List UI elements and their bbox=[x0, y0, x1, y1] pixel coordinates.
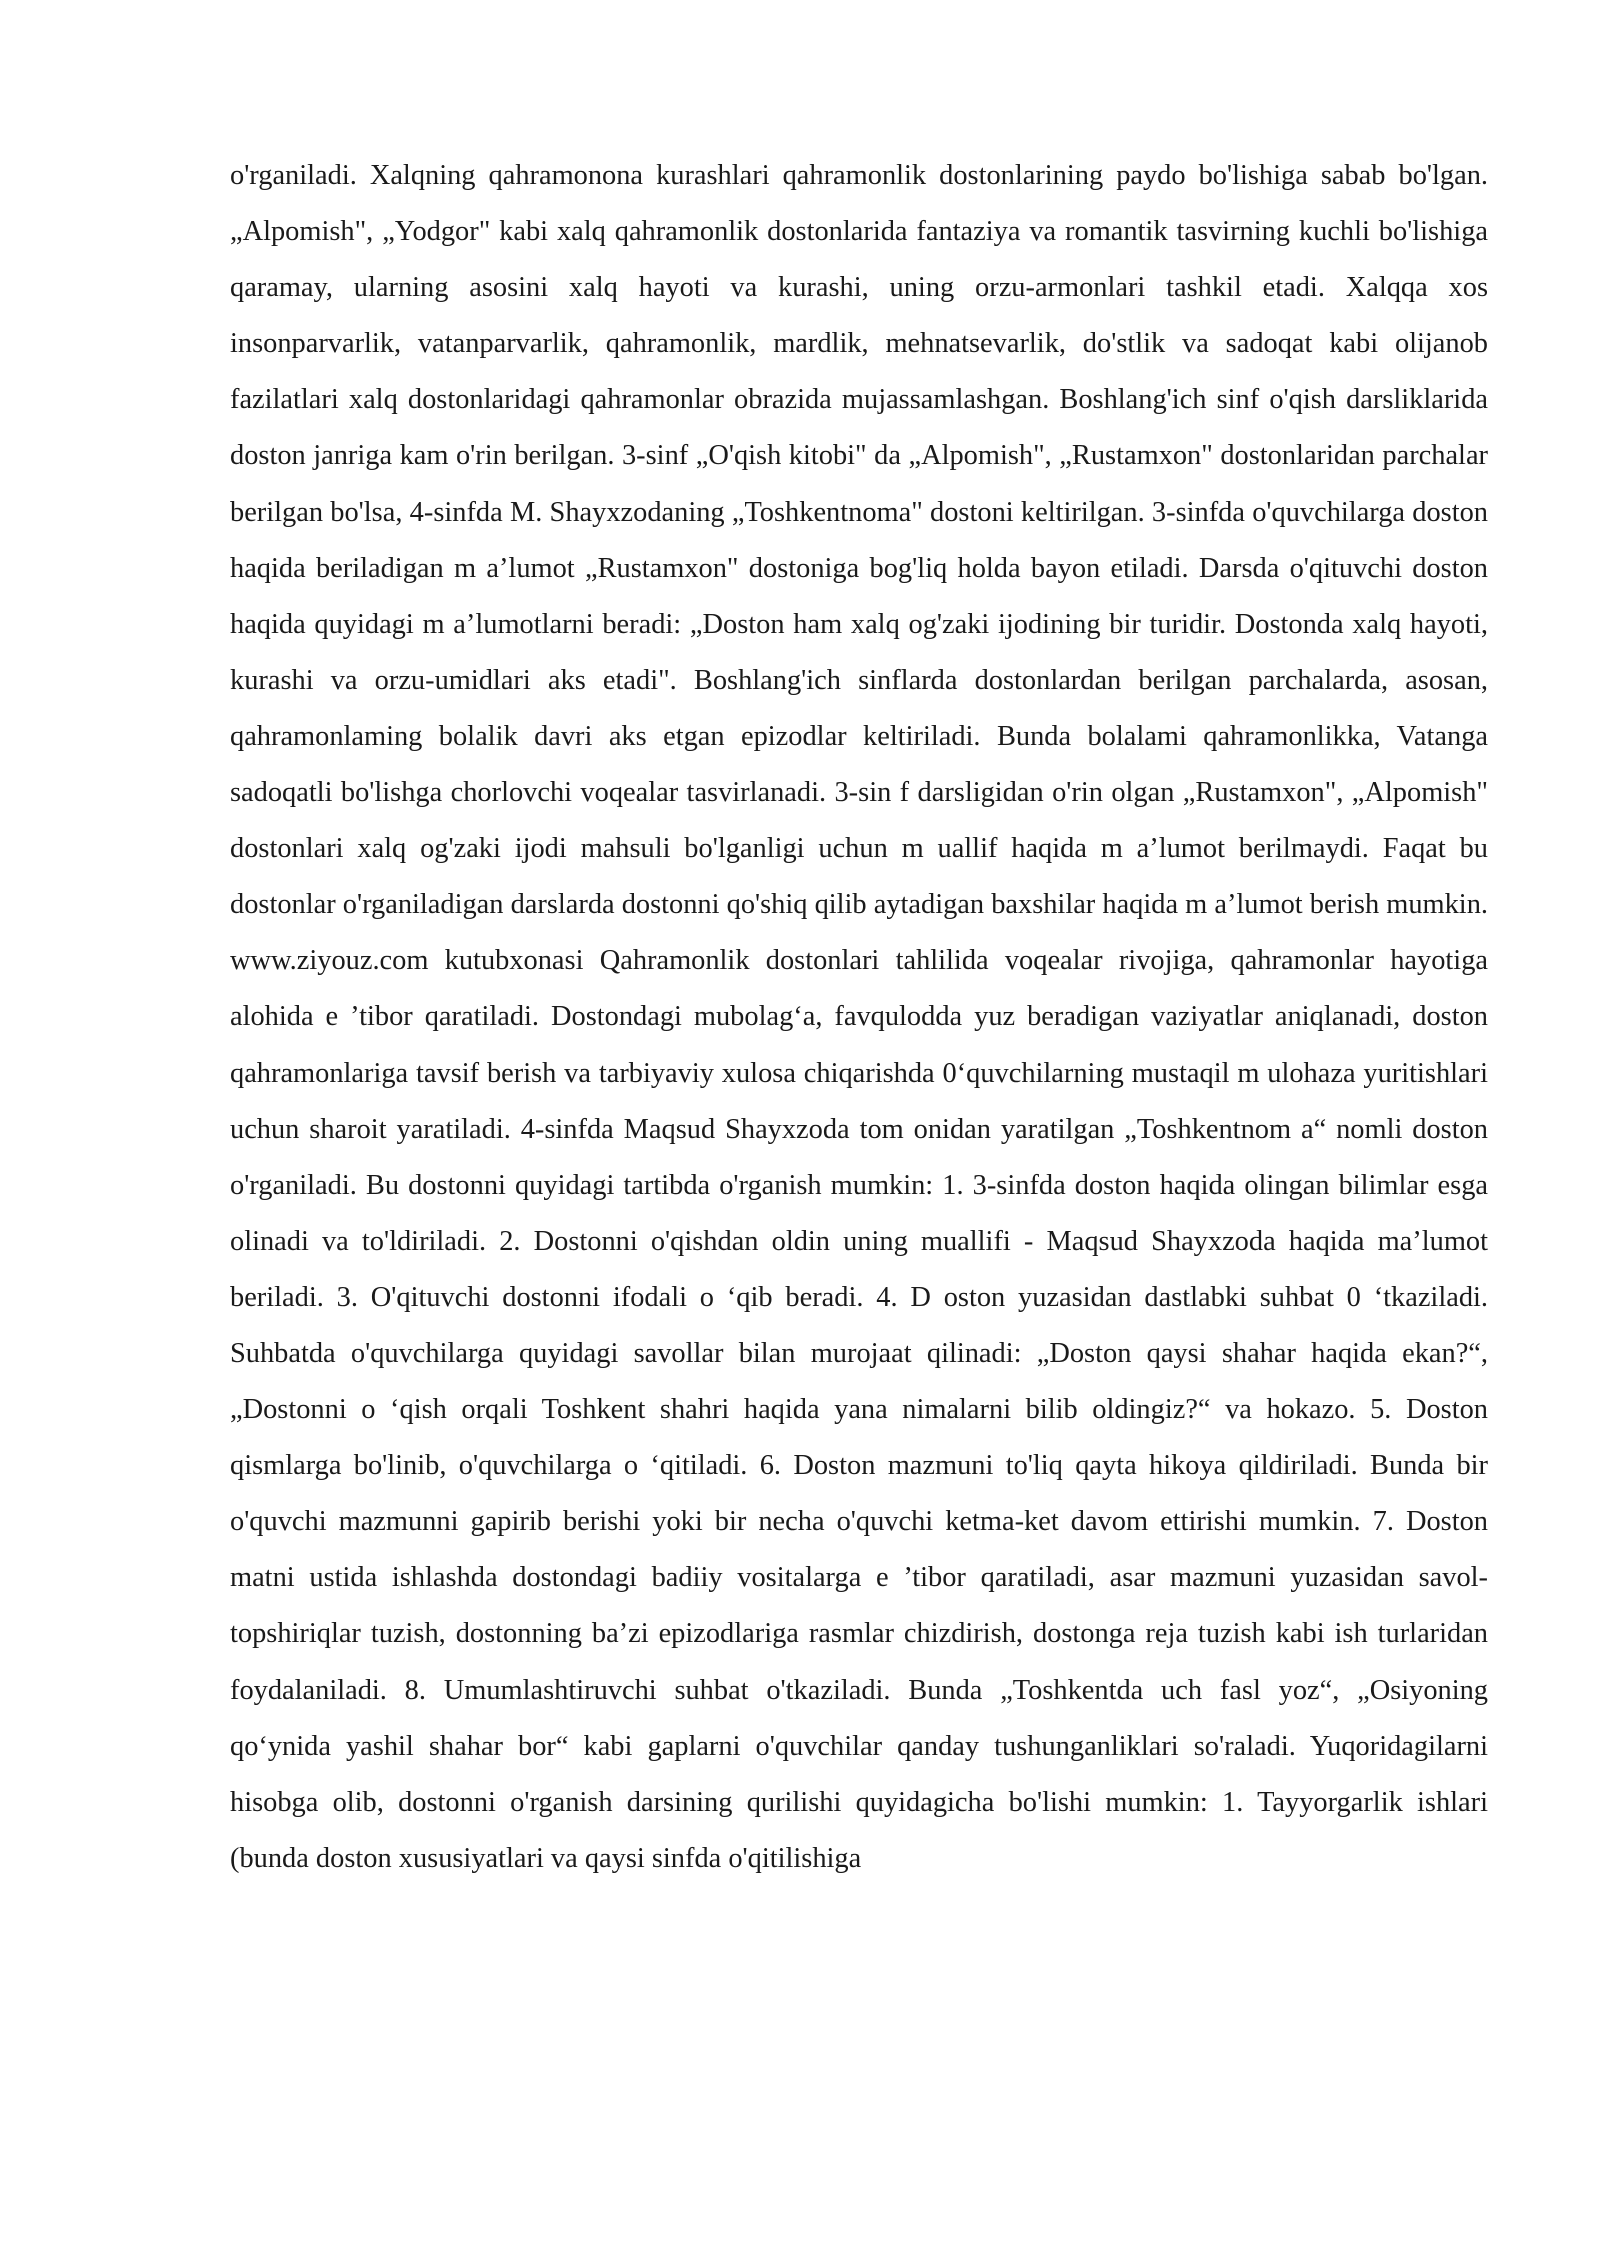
document-page bbox=[230, 148, 1488, 1887]
body-paragraph: o'rganiladi. Xalqning qahramonona kurashlari qahramonlik dostonlarining paydo bo'lishiga sabab bo'lgan. „Alpomish", „Yodgor" kabi xalq qahramonlik dostonlarida fantaziya va romantik tasvirning kuchli bo'lishiga qaramay, ularning asosini xalq hayoti va kurashi, uning orzu-armonlari tashkil etadi. Xalqqa xos insonparvarlik, vatanparvarlik, qahramonlik, mardlik, mehnatsevarlik, do'stlik va sadoqat kabi olijanob fazilatlari xalq dostonlaridagi qahramonlar obrazida mujassamlashgan. Boshlang'ich sinf o'qish darsliklarida doston janriga kam o'rin berilgan. 3-sinf „O'qish kitobi" da „Alpomish", „Rustamxon" dostonlaridan parchalar berilgan bo'lsa, 4-sinfda M. Shayxzodaning „Toshkentnoma" dostoni keltirilgan. 3-sinfda o'quvchilarga doston haqida beriladigan m a’lumot „Rustamxon" dostoniga bog'liq holda bayon etiladi. Darsda o'qituvchi doston haqida quyidagi m a’lumotlarni beradi: „Doston ham xalq og'zaki ijodining bir turidir. Dostonda xalq hayoti, kurashi va orzu-umidlari aks etadi". Boshlang'ich sinflarda dostonlardan berilgan parchalarda, asosan, qahramonlaming bolalik davri aks etgan epizodlar keltiriladi. Bunda bolalami qahramonlikka, Vatanga sadoqatli bo'lishga chorlovchi voqealar tasvirlanadi. 3-sin f darsligidan o'rin olgan „Rustamxon", „Alpomish" dostonlari xalq og'zaki ijodi mahsuli bo'lganligi uchun m uallif haqida m a’lumot berilmaydi. Faqat bu dostonlar o'rganiladigan darslarda dostonni qo'shiq qilib aytadigan baxshilar haqida m a’lumot berish mumkin. www.ziyouz.com kutubxonasi Qahramonlik dostonlari tahlilida voqealar rivojiga, qahramonlar hayotiga alohida e ’tibor qaratiladi. Dostondagi mubolag‘a, favqulodda yuz beradigan vaziyatlar aniqlanadi, doston qahramonlariga tavsif berish va tarbiyaviy xulosa chiqarishda 0‘quvchilarning mustaqil m ulohaza yuritishlari uchun sharoit yaratiladi. 4-sinfda Maqsud Shayxzoda tom onidan yaratilgan „Toshkentnom a“ nomli doston o'rganiladi. Bu dostonni quyidagi tartibda o'rganish mumkin: 1. 3-sinfda doston haqida olingan bilimlar esga olinadi va to'ldiriladi. 2. Dostonni o'qishdan oldin uning muallifi - Maqsud Shayxzoda haqida ma’lumot beriladi. 3. O'qituvchi dostonni ifodali o ‘qib beradi. 4. D oston yuzasidan dastlabki suhbat 0 ‘tkaziladi. Suhbatda o'quvchilarga quyidagi savollar bilan murojaat qilinadi: „Doston qaysi shahar haqida ekan?“, „Dostonni o ‘qish orqali Toshkent shahri haqida yana nimalarni bilib oldingiz?“ va hokazo. 5. Doston qismlarga bo'linib, o'quvchilarga o ‘qitiladi. 6. Doston mazmuni to'liq qayta hikoya qildiriladi. Bunda bir o'quvchi mazmunni gapirib berishi yoki bir necha o'quvchi ketma-ket davom ettirishi mumkin. 7. Doston matni ustida ishlashda dostondagi badiiy vositalarga e ’tibor qaratiladi, asar mazmuni yuzasidan savol-topshiriqlar tuzish, dostonning ba’zi epizodlariga rasmlar chizdirish, dostonga reja tuzish kabi ish turlaridan foydalaniladi. 8. Umumlashtiruvchi suhbat o'tkaziladi. Bunda „Toshkentda uch fasl yoz“, „Osiyoning qo‘ynida yashil shahar bor“ kabi gaplarni o'quvchilar qanday tushunganliklari so'raladi. Yuqoridagilarni hisobga olib, dostonni o'rganish darsining qurilishi quyidagicha bo'lishi mumkin: 1. Tayyorgarlik ishlari (bunda doston xususiyatlari va qaysi sinfda o'qitilishiga bbox=[230, 160, 1488, 1874]
